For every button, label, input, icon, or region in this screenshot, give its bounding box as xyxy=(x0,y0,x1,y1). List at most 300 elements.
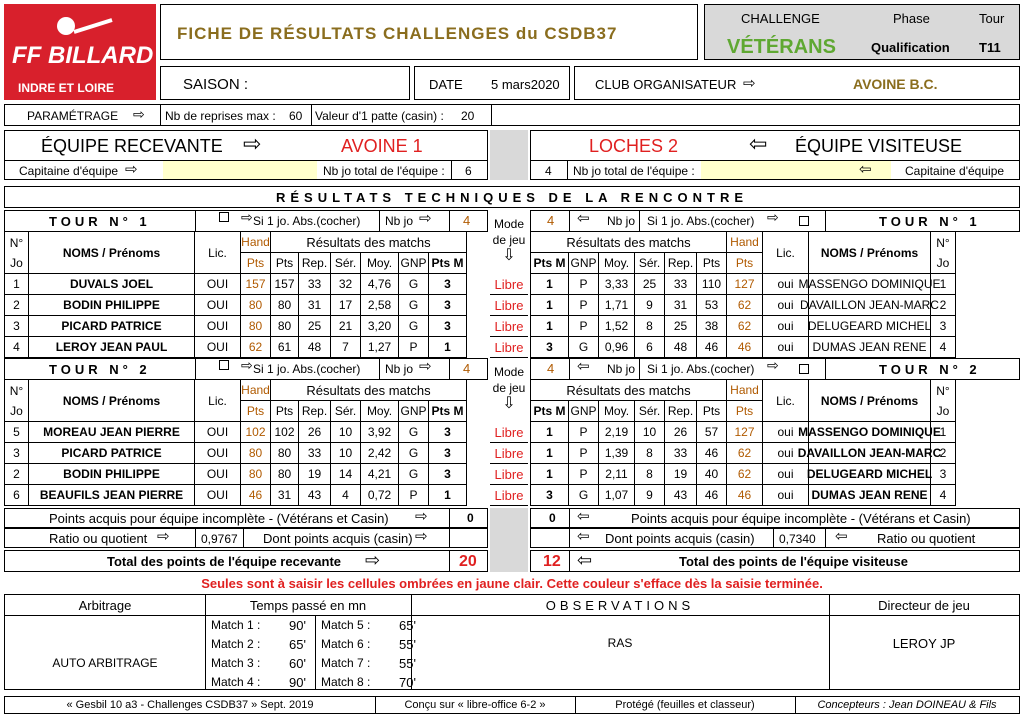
results-title: RÉSULTATS TECHNIQUES DE LA RENCONTRE xyxy=(275,190,749,205)
match-label: Match 8 : xyxy=(321,675,371,689)
away-cell: 38 xyxy=(697,316,727,337)
home-cell: MOREAU JEAN PIERRE xyxy=(29,422,195,443)
home-cell: BODIN PHILIPPE xyxy=(29,464,195,485)
date-label: DATE xyxy=(429,77,463,92)
nbjo-home-value: 4 xyxy=(463,213,471,228)
away-cell: 46 xyxy=(697,443,727,464)
home-cell: 1,27 xyxy=(361,337,399,358)
club-arrow-icon: ⇨ xyxy=(743,75,756,92)
away-cell: 1 xyxy=(531,443,569,464)
param-label: PARAMÉTRAGE xyxy=(27,109,119,123)
away-cell: 1,71 xyxy=(599,295,635,316)
col-lic: Lic. xyxy=(763,232,809,274)
col-n xyxy=(5,380,29,422)
mode-header xyxy=(490,358,528,422)
nbjo-label-home: Nb jo xyxy=(385,214,414,228)
reprises-label: Nb de reprises max : xyxy=(165,109,276,123)
col-noms: NOMS / Prénoms xyxy=(809,232,931,274)
nbjo-home-value: 4 xyxy=(463,361,471,376)
col-n-label: N° xyxy=(936,383,950,398)
casin-arrow-away-icon: ⇦ xyxy=(577,528,590,545)
home-cell: 10 xyxy=(331,422,361,443)
away-cell: oui xyxy=(763,316,809,337)
mode-cell: Libre xyxy=(490,274,528,295)
date-value: 5 mars2020 xyxy=(491,77,560,92)
away-cell: 9 xyxy=(635,485,665,506)
nbjo-arrow-away-icon: ⇦ xyxy=(577,358,590,375)
away-cell: P xyxy=(569,316,599,337)
away-cell: oui xyxy=(763,422,809,443)
ratio-away-value: 0,7340 xyxy=(779,532,816,546)
patte-value: 20 xyxy=(461,109,475,123)
date-box xyxy=(414,66,570,100)
home-cell: P xyxy=(399,337,429,358)
home-cell: 80 xyxy=(241,464,271,485)
home-cell: 62 xyxy=(241,337,271,358)
away-cell: DUMAS JEAN RENE xyxy=(809,485,931,506)
away-cell: G xyxy=(569,485,599,506)
away-cell: DUMAS JEAN RENE xyxy=(809,337,931,358)
away-cell: 3 xyxy=(531,485,569,506)
col-rep: Rep. xyxy=(665,401,697,422)
away-cell: 25 xyxy=(665,316,697,337)
tour-header-away xyxy=(530,358,1020,380)
home-cell: OUI xyxy=(195,443,241,464)
mode-arrow-icon: ⇩ xyxy=(502,247,516,264)
param-row xyxy=(4,104,1020,126)
total-away-arrow-icon: ⇦ xyxy=(577,550,593,570)
footer-protection: Protégé (feuilles et classeur) xyxy=(615,699,755,711)
tour-label: Tour xyxy=(979,11,1005,26)
away-cell: 62 xyxy=(727,295,763,316)
total-home xyxy=(4,550,488,572)
divider xyxy=(569,211,570,231)
absent-arrow-home-icon: ⇨ xyxy=(241,209,253,225)
home-cell: 46 xyxy=(241,485,271,506)
col-gnp: GNP xyxy=(569,401,599,422)
director-label: Directeur de jeu xyxy=(878,598,970,613)
total-away-label: Total des points de l'équipe visiteuse xyxy=(679,554,908,569)
away-cell: 33 xyxy=(665,274,697,295)
col-jo-label: Jo xyxy=(10,255,23,270)
away-cell: 46 xyxy=(697,485,727,506)
saison-box xyxy=(160,66,410,100)
match-time: 70' xyxy=(399,675,416,690)
home-cell: 19 xyxy=(299,464,331,485)
mode-cell: Libre xyxy=(490,295,528,316)
home-cell: 3 xyxy=(429,443,467,464)
col-pts: Pts xyxy=(271,253,299,274)
mode-cell: Libre xyxy=(490,316,528,337)
away-cell: 1 xyxy=(531,464,569,485)
absent-label-home: Si 1 jo. Abs.(cocher) xyxy=(253,362,361,376)
logo-subtext: INDRE ET LOIRE xyxy=(18,81,115,95)
challenge-label: CHALLENGE xyxy=(741,11,820,26)
match-time: 90' xyxy=(289,675,306,690)
divider xyxy=(449,211,450,231)
away-cell: 1,52 xyxy=(599,316,635,337)
casin-label-home: Dont points acquis (casin) xyxy=(263,531,413,546)
home-nb-value: 6 xyxy=(465,164,472,178)
home-cell: OUI xyxy=(195,337,241,358)
nbjo-label-away: Nb jo xyxy=(607,362,636,376)
col-lic: Lic. xyxy=(763,380,809,422)
home-cell: 2 xyxy=(5,464,29,485)
away-cell: P xyxy=(569,422,599,443)
divider xyxy=(449,359,450,379)
home-cell: 80 xyxy=(241,316,271,337)
away-cell: 127 xyxy=(727,422,763,443)
col-ser: Sér. xyxy=(635,253,665,274)
logo-billiard-emblem xyxy=(44,12,114,42)
home-cell: 14 xyxy=(331,464,361,485)
divider xyxy=(379,359,380,379)
home-cell: OUI xyxy=(195,422,241,443)
away-cell: 6 xyxy=(635,337,665,358)
col-gnp: GNP xyxy=(569,253,599,274)
absent-checkbox-home[interactable] xyxy=(219,360,229,370)
total-away xyxy=(530,550,1020,572)
match-time: 60' xyxy=(289,656,306,671)
mode-label: Mode xyxy=(493,217,525,231)
away-cell: 9 xyxy=(635,295,665,316)
match-label: Match 3 : xyxy=(211,656,261,670)
tour-label-home: TOUR N° 1 xyxy=(49,214,151,229)
tour-header-home xyxy=(4,358,488,380)
home-cell: G xyxy=(399,295,429,316)
home-cell: 3 xyxy=(429,422,467,443)
absent-label-home: Si 1 jo. Abs.(cocher) xyxy=(253,214,361,228)
col-hand-pts: Pts xyxy=(241,253,271,274)
absent-arrow-home-icon: ⇨ xyxy=(241,357,253,373)
home-cell: 2,58 xyxy=(361,295,399,316)
mode-label-2: de jeu xyxy=(492,381,526,395)
home-rows xyxy=(4,274,488,358)
away-arrow-icon: ⇦ xyxy=(749,131,768,156)
page-title: FICHE DE RÉSULTATS CHALLENGES du CSDB37 xyxy=(177,24,618,43)
home-cell: 3,92 xyxy=(361,422,399,443)
tour-value: T11 xyxy=(979,40,1001,55)
logo xyxy=(4,4,156,100)
away-cell: 1 xyxy=(531,295,569,316)
away-cell: 110 xyxy=(697,274,727,295)
total-home-label: Total des points de l'équipe recevante xyxy=(107,554,342,569)
away-cell: oui xyxy=(763,464,809,485)
col-noms: NOMS / Prénoms xyxy=(29,232,195,274)
col-jo-label: Jo xyxy=(936,403,950,418)
match-time: 65' xyxy=(289,637,306,652)
nbjo-label-away: Nb jo xyxy=(607,214,636,228)
away-cell: 25 xyxy=(635,274,665,295)
home-cell: OUI xyxy=(195,485,241,506)
col-hand: Hand xyxy=(241,232,271,253)
divider xyxy=(639,211,640,231)
col-ser: Sér. xyxy=(331,401,361,422)
away-cell: 62 xyxy=(727,316,763,337)
col-hand-pts: Pts xyxy=(241,401,271,422)
home-cell: 43 xyxy=(299,485,331,506)
away-cell: 46 xyxy=(697,337,727,358)
away-cell: 8 xyxy=(635,316,665,337)
incomplete-away xyxy=(530,508,1020,528)
home-cell: G xyxy=(399,443,429,464)
away-nb-value: 4 xyxy=(545,164,552,178)
home-cell: PICARD PATRICE xyxy=(29,316,195,337)
away-cell: 46 xyxy=(727,485,763,506)
challenge-value: VÉTÉRANS xyxy=(727,36,836,58)
col-hand-pts: Pts xyxy=(727,253,763,274)
home-cell: OUI xyxy=(195,295,241,316)
away-cell: 1 xyxy=(931,274,956,295)
nbjo-arrow-home-icon: ⇨ xyxy=(419,358,432,375)
col-resmatch: Résultats des matchs xyxy=(271,380,467,401)
away-captain-arrow-icon: ⇦ xyxy=(859,161,872,178)
home-cell: BODIN PHILIPPE xyxy=(29,295,195,316)
home-cell: 157 xyxy=(271,274,299,295)
tour-label-home: TOUR N° 2 xyxy=(49,362,151,377)
home-cell: 6 xyxy=(5,485,29,506)
saison-label: SAISON : xyxy=(183,76,249,93)
away-cell: oui xyxy=(763,295,809,316)
footer-tool: Conçu sur « libre-office 6-2 » xyxy=(404,699,546,711)
col-ptsm: Pts M xyxy=(531,401,569,422)
tour-header-home xyxy=(4,210,488,232)
home-cell: 17 xyxy=(331,295,361,316)
incomplete-home xyxy=(4,508,488,528)
incomplete-home-value: 0 xyxy=(467,511,474,525)
away-cell: 4 xyxy=(931,485,956,506)
col-n-label: N° xyxy=(9,235,24,250)
away-cell: oui xyxy=(763,274,809,295)
home-cell: 5 xyxy=(5,422,29,443)
col-ser: Sér. xyxy=(635,401,665,422)
col-jo-label: Jo xyxy=(936,255,950,270)
incomplete-away-value: 0 xyxy=(549,511,556,525)
away-cell: DAVAILLON JEAN-MARC xyxy=(809,443,931,464)
phase-value: Qualification xyxy=(871,40,950,55)
absent-checkbox-home[interactable] xyxy=(219,212,229,222)
tour-label-away: TOUR N° 1 xyxy=(879,214,981,229)
ratio-label-away: Ratio ou quotient xyxy=(877,531,976,546)
home-cell: LEROY JEAN PAUL xyxy=(29,337,195,358)
phase-label: Phase xyxy=(893,11,930,26)
col-jo-label: Jo xyxy=(10,403,23,418)
divider xyxy=(379,211,380,231)
col-hand-pts: Pts xyxy=(727,401,763,422)
col-hand: Hand xyxy=(727,232,763,253)
casin-arrow-home-icon: ⇨ xyxy=(415,528,428,545)
tour-label-away: TOUR N° 2 xyxy=(879,362,981,377)
home-col-headers xyxy=(4,232,488,274)
home-team-label: ÉQUIPE RECEVANTE xyxy=(41,136,223,156)
col-n-label: N° xyxy=(936,235,950,250)
away-cell: 43 xyxy=(665,485,697,506)
mode-cell: Libre xyxy=(490,464,528,485)
away-cell: 8 xyxy=(635,464,665,485)
absent-label-away: Si 1 jo. Abs.(cocher) xyxy=(647,362,755,376)
away-cell: 127 xyxy=(727,274,763,295)
page-title-box xyxy=(160,4,698,60)
notice-text: Seules sont à saisir les cellules ombrées en jaune clair. Cette couleur s'efface dès la saisie terminée. xyxy=(201,576,823,591)
home-nb-label: Nb jo total de l'équipe : xyxy=(323,164,445,178)
col-n-label: N° xyxy=(9,383,24,398)
col-noms: NOMS / Prénoms xyxy=(809,380,931,422)
total-home-value: 20 xyxy=(459,553,477,570)
away-cell: 57 xyxy=(697,422,727,443)
home-cell: DUVALS JOEL xyxy=(29,274,195,295)
match-label: Match 7 : xyxy=(321,656,371,670)
home-cell: 1 xyxy=(429,337,467,358)
match-label: Match 4 : xyxy=(211,675,261,689)
away-team-label: ÉQUIPE VISITEUSE xyxy=(795,136,963,156)
match-label: Match 5 : xyxy=(321,618,371,632)
total-away-value: 12 xyxy=(543,553,561,570)
home-arrow-icon: ⇨ xyxy=(243,131,262,156)
away-cell: P xyxy=(569,464,599,485)
bottom-section xyxy=(4,594,1020,690)
mode-cell: Libre xyxy=(490,422,528,443)
col-resmatch: Résultats des matchs xyxy=(271,232,467,253)
home-cell: 157 xyxy=(241,274,271,295)
col-pts: Pts xyxy=(697,401,727,422)
home-cell: G xyxy=(399,422,429,443)
home-cell: 102 xyxy=(271,422,299,443)
home-cell: 80 xyxy=(271,295,299,316)
away-cell: 46 xyxy=(727,337,763,358)
mode-rows xyxy=(490,422,528,506)
ratio-home xyxy=(4,528,488,548)
home-cell: 48 xyxy=(299,337,331,358)
col-n xyxy=(5,232,29,274)
away-cell: 26 xyxy=(665,422,697,443)
home-cell: 3 xyxy=(5,316,29,337)
col-moy: Moy. xyxy=(599,253,635,274)
mode-cell: Libre xyxy=(490,485,528,506)
mode-rows xyxy=(490,274,528,358)
absent-checkbox-away[interactable] xyxy=(799,364,809,374)
away-cell: 40 xyxy=(697,464,727,485)
away-cell: MASSENGO DOMINIQUE xyxy=(809,422,931,443)
home-cell: 7 xyxy=(331,337,361,358)
col-hand: Hand xyxy=(727,380,763,401)
absent-arrow-away-icon: ⇨ xyxy=(767,209,779,225)
away-cell: P xyxy=(569,274,599,295)
away-team-name: LOCHES 2 xyxy=(589,136,679,156)
ratio-label-home: Ratio ou quotient xyxy=(49,531,148,546)
incomplete-label-away: Points acquis pour équipe incomplète - (Vétérans et Casin) xyxy=(631,511,971,526)
ratio-away xyxy=(530,528,1020,548)
away-cell: G xyxy=(569,337,599,358)
col-lic: Lic. xyxy=(195,232,241,274)
home-cell: 80 xyxy=(241,295,271,316)
match-time: 55' xyxy=(399,637,416,652)
home-cell: 3 xyxy=(5,443,29,464)
divider xyxy=(315,615,316,689)
away-cell: oui xyxy=(763,443,809,464)
home-cell: 80 xyxy=(271,443,299,464)
home-cell: 102 xyxy=(241,422,271,443)
col-ptsm: Pts M xyxy=(531,253,569,274)
col-rep: Rep. xyxy=(299,401,331,422)
away-team-box xyxy=(530,130,1020,180)
home-cell: 2,42 xyxy=(361,443,399,464)
footer xyxy=(4,696,1020,714)
home-cell: 80 xyxy=(271,316,299,337)
home-cell: OUI xyxy=(195,316,241,337)
away-cell: MASSENGO DOMINIQUE xyxy=(809,274,931,295)
temps-label: Temps passé en mn xyxy=(249,598,367,613)
divider xyxy=(195,211,196,231)
away-cell: 1,07 xyxy=(599,485,635,506)
match-label: Match 1 : xyxy=(211,618,261,632)
home-cell: 4,76 xyxy=(361,274,399,295)
away-cell: 0,96 xyxy=(599,337,635,358)
divider xyxy=(825,211,826,231)
home-cell: 4,21 xyxy=(361,464,399,485)
reprises-value: 60 xyxy=(289,109,303,123)
away-cell: 2,11 xyxy=(599,464,635,485)
home-cell: PICARD PATRICE xyxy=(29,443,195,464)
arbitrage-value: AUTO ARBITRAGE xyxy=(52,656,158,670)
col-moy: Moy. xyxy=(361,253,399,274)
home-cell: 3,20 xyxy=(361,316,399,337)
away-cell: 62 xyxy=(727,464,763,485)
incomplete-arrow-away-icon: ⇦ xyxy=(577,508,590,525)
away-cell: 2,19 xyxy=(599,422,635,443)
divider xyxy=(569,359,570,379)
home-captain-input[interactable] xyxy=(163,161,317,179)
arbitrage-label: Arbitrage xyxy=(78,598,132,613)
center-divider xyxy=(490,130,528,180)
absent-checkbox-away[interactable] xyxy=(799,216,809,226)
away-cell: 19 xyxy=(665,464,697,485)
away-cell: 3 xyxy=(531,337,569,358)
home-cell: 1 xyxy=(429,485,467,506)
mode-label-2: de jeu xyxy=(492,233,526,247)
absent-arrow-away-icon: ⇨ xyxy=(767,357,779,373)
home-rows xyxy=(4,422,488,506)
home-cell: 31 xyxy=(299,295,331,316)
away-cell: 2 xyxy=(931,443,956,464)
col-noms: NOMS / Prénoms xyxy=(29,380,195,422)
col-ser: Sér. xyxy=(331,253,361,274)
absent-label-away: Si 1 jo. Abs.(cocher) xyxy=(647,214,755,228)
mode-header xyxy=(490,210,528,274)
casin-label-away: Dont points acquis (casin) xyxy=(605,531,755,546)
mode-cell: Libre xyxy=(490,443,528,464)
ratio-arrow-away-icon: ⇦ xyxy=(835,528,848,545)
home-cell: OUI xyxy=(195,274,241,295)
home-cell: BEAUFILS JEAN PIERRE xyxy=(29,485,195,506)
away-cell: 1 xyxy=(531,316,569,337)
col-resmatch: Résultats des matchs xyxy=(531,232,727,253)
home-cell: 32 xyxy=(331,274,361,295)
home-captain-arrow-icon: ⇨ xyxy=(125,161,138,178)
col-lic: Lic. xyxy=(195,380,241,422)
home-team-box xyxy=(4,130,488,180)
away-cell: 48 xyxy=(665,337,697,358)
away-cell: P xyxy=(569,295,599,316)
away-cell: 31 xyxy=(665,295,697,316)
away-cell: 8 xyxy=(635,443,665,464)
nbjo-away-value: 4 xyxy=(547,361,555,376)
home-cell: 31 xyxy=(271,485,299,506)
home-cell: 4 xyxy=(5,337,29,358)
mode-label: Mode xyxy=(493,365,525,379)
away-cell: 1 xyxy=(931,422,956,443)
away-col-headers xyxy=(530,232,1020,274)
away-cell: 1 xyxy=(531,274,569,295)
